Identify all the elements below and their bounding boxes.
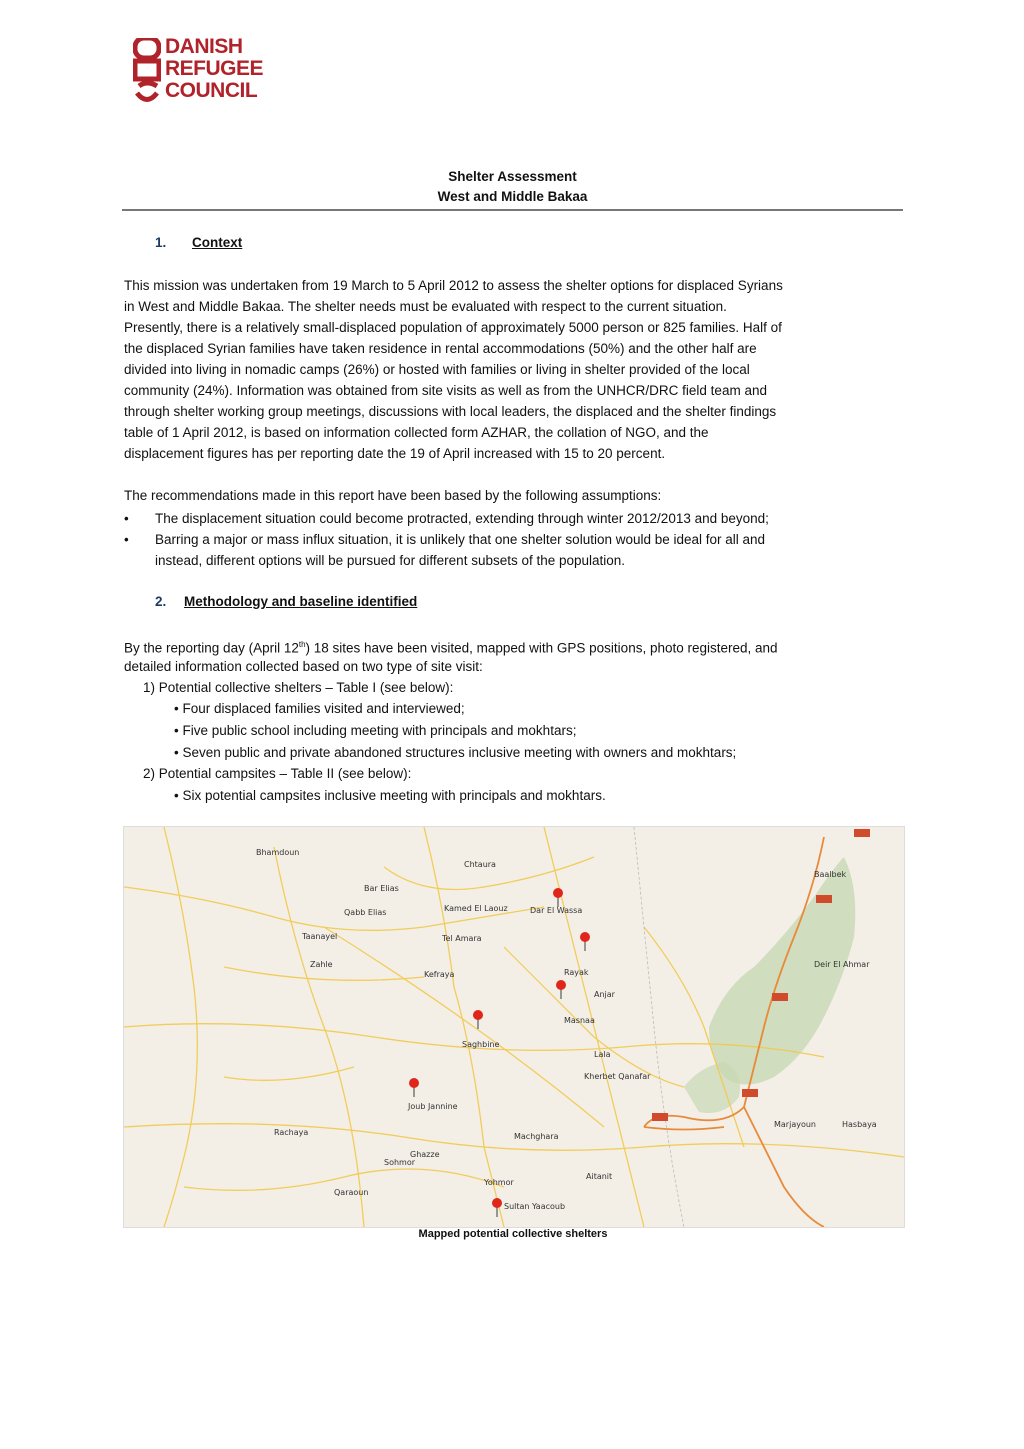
bullet-icon: • [174, 701, 179, 716]
shelter-map [123, 826, 905, 1228]
section-1-heading [155, 235, 242, 250]
map-label: Kefraya [424, 970, 455, 979]
map-label: Dar El Wassa [530, 906, 583, 915]
map-label: Tel Amara [442, 934, 482, 943]
mountain-area [684, 1062, 740, 1113]
drc-logo [133, 35, 283, 104]
bullet-text: Six potential campsites inclusive meeting with principals and mokhtars. [182, 788, 606, 803]
map-label: Bhamdoun [256, 848, 300, 857]
site-type-1-bullet [174, 720, 576, 741]
logo-line-2: REFUGEE [165, 57, 264, 80]
section-2-heading [155, 594, 417, 609]
title-divider [122, 209, 903, 211]
logo-line-3: COUNCIL [165, 79, 258, 102]
map-label: Sultan Yaacoub [504, 1202, 566, 1211]
map-caption: Mapped potential collective shelters [418, 1228, 608, 1240]
map-label: Lala [594, 1050, 611, 1059]
map-label: Sohmor [384, 1158, 416, 1167]
map-label: Kherbet Qanafar [584, 1072, 651, 1081]
map-canvas [124, 827, 904, 1227]
map-label: Bar Elias [364, 884, 399, 893]
map-label: Kamed El Laouz [444, 904, 508, 913]
map-label: Masnaa [564, 1016, 595, 1025]
map-label: Chtaura [464, 860, 496, 869]
bullet-icon: • [174, 745, 179, 760]
bullet-text: Seven public and private abandoned structures inclusive meeting with owners and mokhtars; [182, 745, 737, 760]
map-pin-icon [409, 1078, 419, 1097]
document-subtitle: West and Middle Bakaa [437, 189, 588, 204]
assumption-text-continued: instead, different options will be pursued for different subsets of the population. [155, 553, 626, 568]
map-label: Yohmor [484, 1178, 514, 1187]
site-type-2-bullet [174, 785, 606, 806]
site-type-1-bullet [174, 742, 736, 763]
assumption-text: The displacement situation could become protracted, extending through winter 2012/2013 and beyond; [155, 511, 769, 526]
map-label: Anjar [594, 990, 615, 999]
map-label: Aitanit [586, 1172, 613, 1181]
paragraph-line: Presently, there is a relatively small-displaced population of approximately 5000 person or 825 families. Half of [124, 320, 782, 335]
bullet-text: Five public school including meeting with principals and mokhtars; [182, 723, 577, 738]
bullet-text: Four displaced families visited and interviewed; [182, 701, 465, 716]
map-label: Rayak [564, 968, 589, 977]
paragraph-line: in West and Middle Bakaa. The shelter needs must be evaluated with respect to the current situation. [124, 299, 727, 314]
site-type-2: 2) Potential campsites – Table II (see below): [143, 766, 412, 781]
map-label: Saghbine [462, 1040, 500, 1049]
methodology-intro-pre: By the reporting day (April 12 [124, 640, 299, 656]
section-1-title: Context [192, 235, 243, 250]
map-label: Qaraoun [334, 1188, 369, 1197]
bullet-icon: • [124, 511, 129, 526]
paragraph-line: table of 1 April 2012, is based on information collected form AZHAR, the collation of NGO, and the [124, 425, 709, 440]
map-label: Taanayel [302, 932, 338, 941]
map-label: Rachaya [274, 1128, 309, 1137]
site-type-1-bullet [174, 698, 465, 719]
methodology-intro [124, 634, 778, 659]
map-label: Qabb Elias [344, 908, 387, 917]
site-type-1: 1) Potential collective shelters – Table I (see below): [143, 680, 454, 695]
paragraph-line: displacement figures has per reporting date the 19 of April increased with 15 to 20 percent. [124, 446, 666, 461]
map-pin-icon [473, 1010, 483, 1029]
logo-line-1: DANISH [165, 35, 243, 58]
methodology-intro-line-2: detailed information collected based on two type of site visit: [124, 659, 483, 674]
paragraph-line: the displaced Syrian families have taken residence in rental accommodations (50%) and the other half are [124, 341, 757, 356]
map-label: Zahle [310, 960, 333, 969]
site-pins [409, 888, 590, 1217]
map-label: Joub Jannine [408, 1102, 458, 1111]
map-pin-icon [556, 980, 566, 999]
map-label: Deir El Ahmar [814, 960, 870, 969]
assumptions-intro: The recommendations made in this report have been based by the following assumptions: [124, 488, 662, 503]
map-label: Marjayoun [774, 1120, 816, 1129]
drc-logo-mark [133, 38, 161, 104]
map-label: Ghazze [410, 1150, 440, 1159]
paragraph-line: This mission was undertaken from 19 March to 5 April 2012 to assess the shelter options for displaced Syrians [124, 278, 783, 293]
paragraph-line: through shelter working group meetings, discussions with local leaders, the displaced and the shelter findings [124, 404, 777, 419]
map-pin-icon [580, 932, 590, 951]
context-paragraph [124, 275, 904, 464]
paragraph-line: community (24%). Information was obtained from site visits as well as from the UNHCR/DRC field team and [124, 383, 767, 398]
section-2-number: 2. [155, 594, 167, 609]
section-2-title: Methodology and baseline identified [184, 594, 418, 609]
paragraph-line: divided into living in nomadic camps (26%) or hosted with families or living in shelter provided of the local [124, 362, 750, 377]
bullet-icon: • [174, 723, 179, 738]
map-label: Baalbek [814, 870, 847, 879]
map-label: Hasbaya [842, 1120, 877, 1129]
bullet-icon: • [174, 788, 179, 803]
map-label: Machghara [514, 1132, 559, 1141]
methodology-intro-post: ) 18 sites have been visited, mapped with GPS positions, photo registered, and [305, 640, 778, 656]
drc-logo-wordmark [165, 36, 263, 102]
assumption-text: Barring a major or mass influx situation, it is unlikely that one shelter solution would be ideal for all and [155, 532, 766, 547]
methodology-intro-sup: th [298, 640, 306, 649]
document-title: Shelter Assessment [448, 169, 577, 184]
bullet-icon: • [124, 532, 129, 547]
section-1-number: 1. [155, 235, 167, 250]
